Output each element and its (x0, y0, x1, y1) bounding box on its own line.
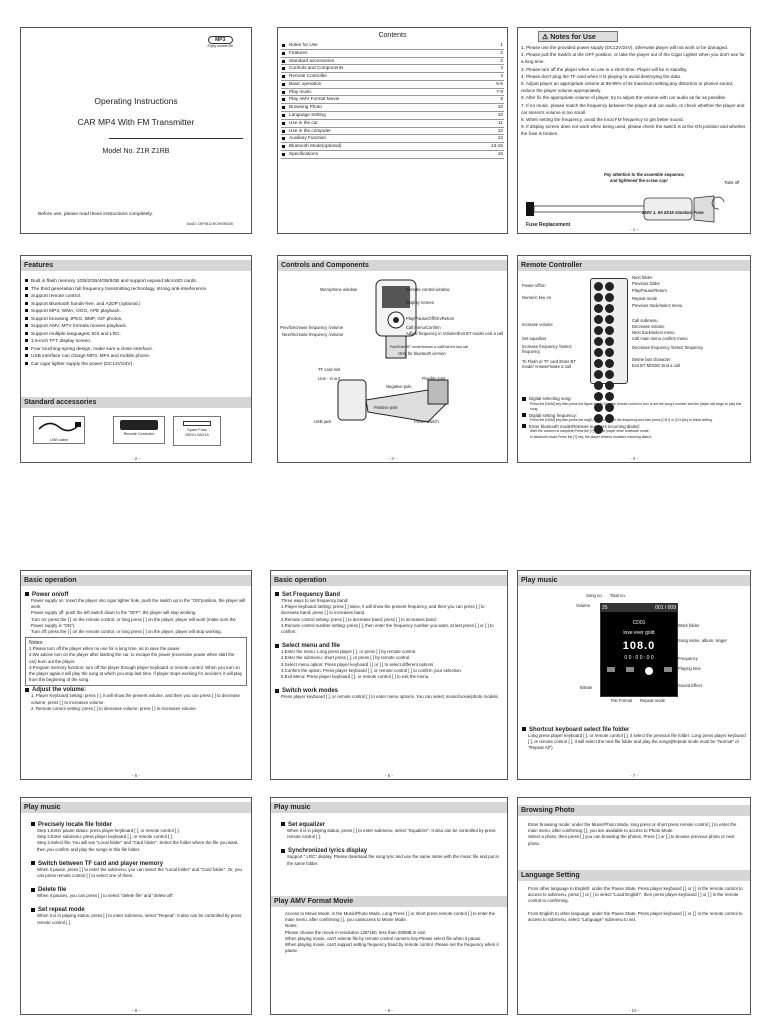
contents-page (277, 27, 508, 234)
toc-item: Browsing Photo 10 (281, 104, 504, 112)
acc-spare-fuse: Spare Fuse 250V1.5AX15 (173, 416, 221, 446)
photo-language-page: Browsing Photo Enter browsing mode: under the Music/Photo Mode, long press or short press remote control [ ] to enter the main menu, after confirming [ ], you are available to access to Photo Mode. Select a photo, then press [ ] you can browsing the photos, Press [ ] or [ ] to browse previous photo or next photo. Language Setting From other language to English: under the Pause State, Press player keyboard [ ] or [ ] in the remote control to access to submenu, press [ ] or [ ] to select "Load English", then press player keyboard [ ] or [ ] in the remote control to confirming. From English to other language: under the Pause State, Press player keyboard [ ] or [ ] in the remote control to access to submenu, select "Language" submenu to set. - 10 - (517, 797, 751, 1015)
remote-left-label: Increase volume (522, 322, 553, 327)
toc-item: Basic operation 5-6 (281, 81, 504, 89)
remote-left-label: To Flash or TF card Enter BT mode/ Answer/make a call (522, 359, 576, 369)
remote-button[interactable] (605, 359, 614, 368)
photo-header: Browsing Photo (518, 805, 750, 816)
volume-text-1: 1. Player Keyboard setting: press [ ], It will show the present volume, and then you can press [ ] to decrease volume; press [ ] to increases volume. (31, 693, 240, 705)
remote-button[interactable] (594, 337, 603, 346)
play-music-header: Play music (21, 802, 251, 813)
toc-item: Features 2 (281, 50, 504, 58)
feature-item: Car cigar lighter supply the power (DC12V/24V). (25, 361, 248, 369)
remote-button[interactable] (594, 315, 603, 324)
notes-header: ⚠ Notes for Use (538, 31, 618, 42)
power-section-title: Power on/off (25, 592, 247, 598)
remote-right-label: Previous folder (632, 281, 660, 286)
cover-title: Operating Instructions (94, 96, 178, 106)
toc-item: Controls and Components 3 (281, 65, 504, 73)
label-pair: Pair/Enter BT mode/Answer a call/Dial the last call (390, 345, 468, 349)
toc-item: Language Setting 10 (281, 112, 504, 120)
label-microphone: Microphone window (320, 287, 358, 292)
toc-item: Notes for Use 1 (281, 42, 504, 50)
remote-button[interactable] (594, 381, 603, 390)
remote-note: In bluetooth mode,Press the [?] key, the player retrieve numbers incoming dialed. (530, 434, 652, 439)
toc-item: Use in the car 11 (281, 120, 504, 128)
page-number: - 9 - (384, 1008, 393, 1013)
toc-item: Play music 7-9 (281, 89, 504, 97)
note-item: 7. If no music, please match the frequency between the player and car audio, or check whether the player and car stereo's volume is too small. (521, 102, 745, 115)
page-number: - 8 - (131, 1008, 140, 1013)
toc-list (281, 42, 504, 159)
lyrics-title: Synchronized lyrics display (281, 848, 503, 854)
feature-item: Support MP3, WMA, OGG, APE playback. (25, 308, 248, 316)
remote-right-label: Call main menu confirm menu (632, 336, 688, 341)
bitrate-icon (607, 667, 615, 672)
basic-header: Basic operation (271, 575, 507, 586)
note-item: 1. Please use the provided power supply (DC12V/24V), otherwise player will not work or be damaged. (521, 45, 729, 50)
remote-button[interactable] (594, 282, 603, 291)
notes-page (517, 27, 751, 234)
remote-button[interactable] (605, 348, 614, 357)
label-prev: Prev/Decrease frequency /volume (280, 325, 344, 330)
notes-box: Notes: 1.Please turn off the player when no use for a long time, as to save the power. 2.We advise turn on the player after starting the car, to escape the power (excessive power when start the car) burn out the player. 3.Program memory function: turn off the player through player keyboard or remote control. When you turn on the player again,it will play the song at which you stop last time. if player stops working for accident, it will play from the beginning of the song. (25, 637, 247, 686)
play-music-header: Play music (271, 802, 507, 813)
note-item: 8. When setting the frequency, avoid the local FM frequency to get better sound. (521, 117, 684, 123)
remote-right-label: Call submenu (632, 318, 658, 323)
label-play-pause: Play/Pause/Off/On/Return (406, 316, 455, 321)
remote-note: Press the [NUM] key,then press the figure key [0-9] in the remote control in turn to set the song's number and the player will begin to play this song. (530, 401, 742, 411)
switch-card-title: Switch between TF card and player memory (31, 861, 247, 867)
note-item: 9. If display screen does not work when being used, please check the switch is at the ON position and whether the fuse is broken. (521, 124, 746, 137)
label-power-switch: Power switch (414, 419, 439, 424)
remote-button[interactable] (605, 315, 614, 324)
features-header: Features (21, 260, 251, 271)
feature-item: Built in flash memory 1GB/2GB/4GB/8GB and support expand MicroSD cards. (25, 278, 248, 286)
remote-left-label: Increase frequency /Select frequency (522, 344, 572, 354)
toc-item: Use in the computer 12 (281, 128, 504, 136)
remote-right-label: Previous track/select menu (632, 303, 683, 308)
remote-note: Enter bluetooth mode/Retrieve numbers incoming dialed: (522, 424, 746, 430)
page-number: - 1 - (629, 227, 638, 232)
acc-remote-controller: Remote Controller (113, 416, 165, 444)
remote-icon (120, 420, 158, 430)
remote-button[interactable] (605, 337, 614, 346)
power-text-2: Power supply off: push the left switch down to the "OFF", the player will stop working. (31, 610, 197, 616)
page-number: - 2 - (131, 456, 140, 461)
remote-button[interactable] (594, 370, 603, 379)
locate-folder-title: Precisely locate file folder (31, 822, 247, 828)
equalizer-title: Set equalizer (281, 822, 503, 828)
contents-title: Contents (378, 32, 407, 39)
page-number: - 6 - (384, 773, 393, 778)
device-diagram (278, 272, 508, 462)
warning-icon: ⚠ (542, 34, 549, 41)
remote-button[interactable] (605, 282, 614, 291)
note-item: 4. Please don't plug the TF card when it is playing to avoid destroying the data. (521, 73, 682, 79)
player-screen: 25 001 / 009 CD01 love ever gold 108.0 0 0 : 0 0 : 0 0 (600, 603, 678, 697)
cover-subtitle: CAR MP4 With FM Transmitter (77, 117, 195, 127)
note-item: 6. After fix the appropriate volume of player, try to adjust the volume with car audio as far as possible. (521, 95, 727, 101)
shortcut-text: Long press player keyboard [ ], or remote control [ ], it select the previous file folder; Long press player keyboard [ ], or remote control [ ], it will select the next file folder and play the songs(Repeat mode must be "Normal" or "Repeat All") (528, 733, 746, 751)
remote-right-label: Exit BT MODE/ End a call (632, 363, 680, 368)
remote-right-label: Next track/select menu (632, 330, 675, 335)
cover-footer: Before use, please read these instructions completely. (38, 212, 153, 217)
play-music-header: Play music (518, 575, 750, 586)
remote-left-label: Numeric key on (522, 295, 552, 300)
remote-note: Press the [NUM] key,then press the key[0-9] in turn to set the frequency,and then press [CH+] or [CH-]key to finish setting. (530, 418, 713, 422)
toc-item: Play AMV Format Movie 9 (281, 96, 504, 104)
label-adjust-frequency: Adjust frequency in Volume/Exit BT mode/ end a call (406, 331, 504, 336)
power-text-3: Turn on: press the [ ] on the remote control, or long press [ ] on the player, player will work (make sure the Power supply is "ON"). (31, 616, 236, 628)
remote-button[interactable] (594, 326, 603, 335)
remote-note: Digital selecting song: (522, 396, 746, 402)
fuse-note-2: and tightened the screw cap! (610, 178, 668, 183)
feature-item: Support browsing JPEG, BMP, GIF photos. (25, 316, 248, 324)
label-negative-pole: Negative pole (386, 384, 412, 389)
remote-button[interactable] (594, 348, 603, 357)
accessories-header: Standard accessories (21, 397, 251, 408)
power-text-1: Power supply on: Insert the player into cigar lighter hole, push the switch up to the "ON"position, the player will work. (31, 598, 246, 610)
label-display: Display Screen (406, 300, 435, 305)
cover-page (20, 27, 252, 234)
remote-right-label: Delete last character (632, 357, 671, 362)
brand-logo: MP3 Enjoy mobile life (207, 37, 233, 48)
feature-item: The third generation full frequency transmitting technology, strong anti-interference. (25, 286, 248, 294)
toc-item: Remote Controller 4 (281, 73, 504, 81)
repeat-icon (645, 667, 653, 675)
fuse-diagram (524, 172, 744, 230)
label-remote-window: Remote control window (406, 287, 450, 292)
language-header: Language Setting (518, 870, 750, 881)
doc-id: DocID: CRP0512-RCH0090026 (186, 222, 233, 226)
fuse-note-1: Pay attention to the assemble sequence, (604, 172, 685, 177)
features-page (20, 255, 252, 463)
page-number: - 4 - (629, 456, 638, 461)
shortcut-section-title: Shortcut keyboard select file folder (522, 727, 629, 733)
label-line-in: Line - in out (318, 376, 340, 381)
remote-button[interactable] (605, 304, 614, 313)
remote-button[interactable] (594, 359, 603, 368)
label-bt-only: Only for bluetooth version (398, 351, 446, 356)
remote-button[interactable] (605, 381, 614, 390)
fuse-replacement-label: Fuse Replacement (526, 222, 571, 228)
format-icon (626, 667, 634, 672)
frequency-section-title: Set Frequency Band (275, 592, 503, 598)
remote-button[interactable] (605, 370, 614, 379)
feature-item: 1.8-inch TFT display screen. (25, 338, 248, 346)
basic-op-1-page (20, 570, 252, 780)
feature-item: Support multiple languages; ID3 and LRC. (25, 331, 248, 339)
remote-right-label: Play/Pause/Return (632, 288, 667, 293)
remote-button[interactable] (605, 293, 614, 302)
remote-button[interactable] (594, 293, 603, 302)
modes-section-title: Switch work modes (275, 688, 503, 694)
note-item: 5. Adjust player an appropriate volume at 85-95% of its maximum setting,any distortion or plosive sound, reduce the player volume appropriately. (521, 81, 734, 94)
effect-icon (664, 667, 672, 672)
page-number: - 3 - (388, 456, 397, 461)
remote-page (517, 255, 751, 463)
page-number: - 7 - (629, 773, 638, 778)
remote-notes (522, 396, 746, 440)
play-music-3-page: Play music Set equalizer When it is in playing status, press [ ] to enter submenu, select "Equalizer". It also can be controlled by press remote control [ ]. Synchronized lyrics display Support " LRC" display. Please download the song lyric and use the same name with the music file and put in the same folder. Play AMV Format Movie Access to Movie Mode: in the Music/Photo Mode, Long Press [ ] or short press remote control [ ] to enter the main menu, after confirming [ ], you canaccess to Movie Mode. Notes: Please choose the movie in resolution 128*160, less than 200MB in size. When playing movie, can't selecte file by remote control numeric key.Please select file when it pause. When playing movie, can't support setting frequency band by remote control. Please set the frequency when it pause. - 9 - (270, 797, 508, 1015)
feature-item: USB interface can charge MP3, MP4 and mobile phone. (25, 353, 248, 361)
controls-page (277, 255, 508, 463)
toc-item: Bluetooth Mode(optional) 13-15 (281, 143, 504, 151)
toc-item: Auxiliary Function 12 (281, 135, 504, 143)
feature-item: Four touching-spring design, make sure a close interface. (25, 346, 248, 354)
remote-note: After the connect is complete,Press the [?] key,the player enter bluetooth mode; (530, 429, 650, 433)
remote-left-label: Set equalizer (522, 336, 547, 341)
label-flexible-joint: Flexible joint (422, 376, 446, 381)
remote-button[interactable] (605, 326, 614, 335)
feature-item: Support AMV, MTV formats movies playback. (25, 323, 248, 331)
acc-usb-cable: USB cable (33, 416, 85, 444)
remote-right-label: Next folder (632, 275, 653, 280)
page-number: - 5 - (131, 773, 140, 778)
power-text-4: Turn off: press the [ ] on the remote control, or long press [ ] on the player, player will stop working. (31, 629, 222, 635)
remote-right-label: Repeat mode (632, 296, 658, 301)
label-tf-slot: TF card slot (318, 367, 341, 372)
delete-file-title: Delete file (31, 887, 247, 893)
play-music-2-page: Play music Precisely locate file folder Step 1.Enter pause status: press player keyboard [ ], or remote control [ ]. Setp 2.Enter submenu: press player keyboard [ ], or remote control [ ]. Step 3.Select file: You will see "Local folder" and "Card folder". Select the folder where the file you want, then you confirm and play the songs in this file folder. Switch between TF card and player memory When it pause, press [ ] to enter the submenu, you can select the "Local folder" and "Card folder". Or, you can press remote control [ ] to select one of them. Delete file When it pauses, you can press [ ] to select "delete file" and "delete all". Set repeat mode When it is in playing status, press [ ] to enter submenu, select "Repeat". It also can be controlled by press remote control [ ]. - 8 - (20, 797, 252, 1015)
feature-item: Support Bluetooth hands-free, and A2DP (optional.) (25, 301, 248, 309)
note-item: 3. Please turn off the player when no use in a short time. Player will be in standby. (521, 66, 688, 72)
controls-header: Controls and Components (278, 260, 507, 271)
fuse-icon (183, 421, 211, 426)
menu-section-title: Select menu and file (275, 643, 503, 649)
remote-note: Digital setting frequency: (522, 413, 746, 419)
twist-label: Twist off (724, 180, 740, 185)
remote-header: Remote Controller (518, 260, 750, 271)
remote-body (590, 278, 628, 384)
remote-left-label: Power off/on (522, 283, 546, 288)
play-music-1-page: Play music Song no. Total no. Volume 25 001 / 009 CD01 love ever gold 108.0 0 0 : 0 0 : 0 0 Work folder Song name, album, singer Frequency Playing time Bitrate File Format Repeat mode Sound Effect Shortcut keyboard select file folder Long press player keyboard [ ], or remote control [ ], it select the previous file folder; Long press player keyboard [ ], or remote control [ ], it will select the next file folder and play the songs(Repeat mode must be "Normal" or "Repeat All") - 7 - (517, 570, 751, 780)
notes-list (521, 44, 747, 138)
page-number: - 10 - (628, 1008, 640, 1013)
model-number: Model No. Z1R Z1RB (102, 148, 170, 155)
feature-item: Support remote control. (25, 293, 248, 301)
usb-cable-icon (37, 419, 81, 433)
repeat-mode-title: Set repeat mode (31, 907, 247, 913)
note-item: 2. Please pull the Switch at the OFF position, or take the player out of the Cigar Lighter when you don't use for a long time. (521, 52, 745, 65)
basic-header: Basic operation (21, 575, 251, 586)
volume-text-2: 2. Remote control setting: press [ ] to decrease volume; press [ ] to increases volume. (31, 705, 197, 711)
remote-button[interactable] (594, 304, 603, 313)
label-positive-pole: Positive pole (374, 405, 398, 410)
label-usb-jack: USB jack (314, 419, 332, 424)
basic-op-2-page: Basic operation Set Frequency Band Three ways to set frequency band: 1.Player keyboard setting: press [ ] twice, it will show the present frequency, and then you can press [ ] to decrease band; press [ ] to increases band. 2.Remote control setting: press [ ] to decrease band; press [ ] to increases band. 3.Remote control number setting: press [ ], then enter the frequency number you want, at last press [ ] or [ ] to confirm. Select menu and file 1.Enter the menu: Long press player [ ], or press [ ] by remote control. 2.Enter the submenu: short press [ ], or press [ ] by remote control. 3.Select menu option: Press player keyboard [ ] or [ ] to select different options. 4.Confirm the option: Press player keyboard [ ], or remote control [ ] to confirm your selection. 5.Exit Menu: Press player keyboard [ ], or remote control [ ] to exit the menu. Switch work modes Press player keyboard [ ], or remote control [ ] to enter menu options. You can select music/movie/photo models. - 6 - (270, 570, 508, 780)
remote-right-label: Decrease frequency /Select frequency (632, 345, 703, 350)
label-call-menu: Call menu/Confirm (406, 325, 441, 330)
fuse-spec: 250V 1. 5A 5X15 standard Fuse (642, 210, 704, 215)
features-list (25, 278, 248, 368)
toc-item: Specifications 16 (281, 151, 504, 159)
label-next: Next/Increase frequency /volume (282, 332, 344, 337)
amv-header: Play AMV Format Movie (271, 896, 507, 907)
volume-section-title: Adjust the volume: (25, 687, 247, 693)
remote-right-label: Decrease volume (632, 324, 665, 329)
toc-item: Standard accessories 2 (281, 58, 504, 66)
